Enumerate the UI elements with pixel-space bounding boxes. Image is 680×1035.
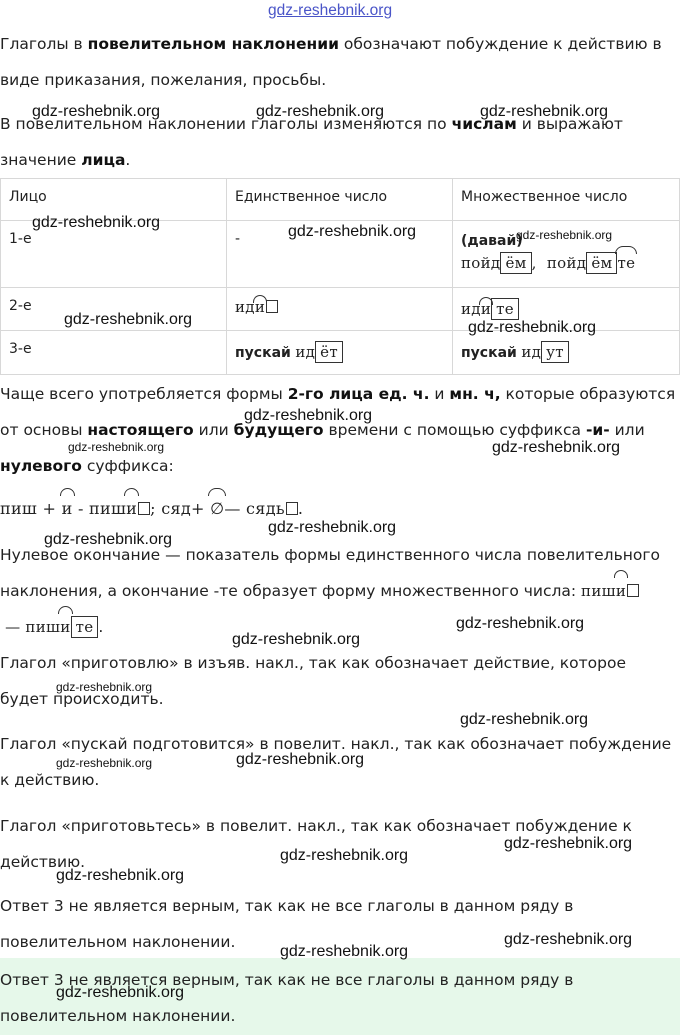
table-header: Единственное число — [227, 179, 453, 221]
conjugation-table — [0, 178, 680, 375]
watermark: gdz-reshebnik.org — [32, 103, 161, 120]
watermark: gdz-reshebnik.org — [64, 311, 193, 328]
analysis-paragraph: Глагол «приготовлю» в изъяв. накл., так как обозначает действие, которое будет происходить. — [0, 654, 627, 708]
null-ending-box — [138, 502, 150, 515]
singular-cell: пускай ид ёт — [227, 331, 453, 375]
highlighted-answer-line: Ответ 3 не является верным, так как не все глаголы в данном ряду в — [0, 971, 574, 989]
plural-cell: иди те — [453, 288, 680, 331]
watermark: gdz-reshebnik.org — [56, 867, 185, 884]
watermark: gdz-reshebnik.org — [288, 223, 417, 240]
watermark: gdz-reshebnik.org — [492, 439, 621, 456]
watermark: gdz-reshebnik.org — [32, 214, 161, 231]
watermark: gdz-reshebnik.org — [56, 680, 153, 694]
singular-cell: иди — [227, 288, 453, 331]
watermark-link[interactable]: gdz-reshebnik.org — [268, 2, 393, 19]
watermark: gdz-reshebnik.org — [516, 228, 613, 242]
null-ending-box — [266, 300, 278, 313]
watermark: gdz-reshebnik.org — [268, 519, 397, 536]
formation-paragraph: Чаще всего употребляется формы 2-го лица ед. ч. и мн. ч, которые образуются от основы настоящего или будущего времени с помощью суффикса -и- или нулевого суффикса: — [0, 385, 676, 475]
watermark: gdz-reshebnik.org — [244, 407, 373, 424]
watermark: gdz-reshebnik.org — [44, 531, 173, 548]
watermark: gdz-reshebnik.org — [504, 835, 633, 852]
analysis-paragraph: Глагол «приготовьтесь» в повелит. накл., так как обозначает побуждение к действию. — [0, 817, 632, 871]
ending-paragraph: Нулевое окончание — показатель формы единственного числа повелительного наклонения, а окончание -те образует форму множественного числа: пиши — пиши те . — [0, 537, 676, 645]
table-row — [1, 331, 680, 375]
null-ending-box — [286, 502, 298, 515]
watermark: gdz-reshebnik.org — [468, 319, 597, 336]
watermark: gdz-reshebnik.org — [236, 751, 365, 768]
watermark: gdz-reshebnik.org — [68, 440, 165, 454]
watermark: gdz-reshebnik.org — [480, 103, 609, 120]
singular-cell: - — [227, 221, 453, 288]
answer-line: повелительном наклонении. — [0, 933, 236, 951]
watermark: gdz-reshebnik.org — [56, 756, 153, 770]
analysis-paragraph: Глагол «пускай подготовится» в повелит. накл., так как обозначает побуждение к действию. — [0, 735, 672, 789]
definition-paragraph: Глаголы в повелительном наклонении обозначают побуждение к действию в виде приказания, пожелания, просьбы. — [0, 35, 662, 89]
plural-cell: (давай) пойд ём , пойд ём те — [453, 221, 680, 288]
watermark: gdz-reshebnik.org — [280, 847, 409, 864]
watermark: gdz-reshebnik.org — [232, 631, 361, 648]
number-person-paragraph: В повелительном наклонении глаголы изменяются по числам и выражают значение лица. — [0, 115, 623, 169]
watermark: gdz-reshebnik.org — [256, 103, 385, 120]
watermark: gdz-reshebnik.org — [56, 984, 185, 1001]
table-header: Лицо — [1, 179, 227, 221]
null-ending-box — [627, 584, 639, 597]
highlighted-answer-line: повелительном наклонении. — [0, 1007, 236, 1025]
watermark: gdz-reshebnik.org — [504, 931, 633, 948]
table-header: Множественное число — [453, 179, 680, 221]
person-cell: 1-е — [1, 221, 227, 288]
plural-cell: пускай ид ут — [453, 331, 680, 375]
watermark: gdz-reshebnik.org — [460, 711, 589, 728]
watermark: gdz-reshebnik.org — [456, 615, 585, 632]
person-cell: 3-е — [1, 331, 227, 375]
watermark: gdz-reshebnik.org — [280, 943, 409, 960]
answer-line: Ответ 3 не является верным, так как не все глаголы в данном ряду в — [0, 897, 574, 915]
suffix-formula: пиш + и - пиши ; сяд+ ∅— сядь . — [0, 491, 676, 527]
person-cell: 2-е — [1, 288, 227, 331]
